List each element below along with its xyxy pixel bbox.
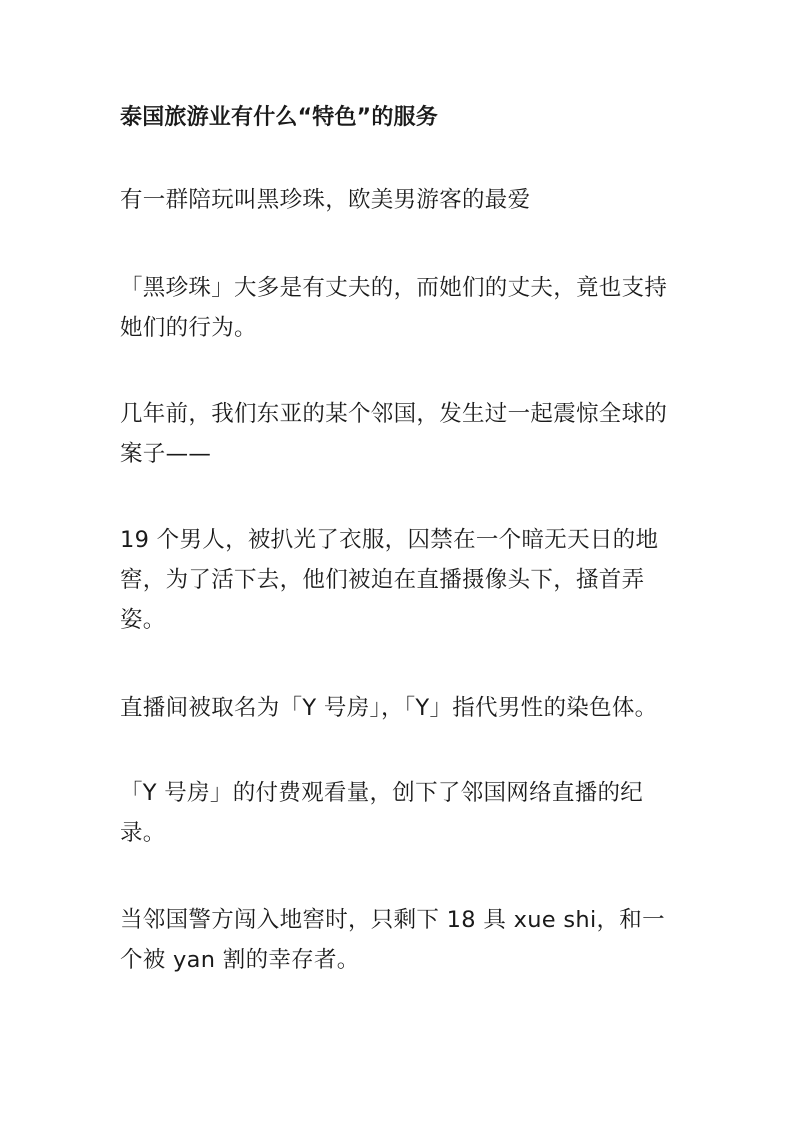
- paragraph-1: 有一群陪玩叫黑珍珠，欧美男游客的最爱: [120, 187, 531, 213]
- paragraph-4: 19 个男人，被扒光了衣服，囚禁在一个暗无天日的地窖，为了活下去，他们被迫在直播摄像头下，搔首弄姿。: [120, 527, 659, 633]
- paragraph-7: 当邻国警方闯入地窖时，只剩下 18 具 xue shi，和一个被 yan 割的幸存者。: [120, 907, 665, 973]
- paragraph-2: 「黑珍珠」大多是有丈夫的，而她们的丈夫，竟也支持她们的行为。: [120, 275, 668, 341]
- paragraph-3: 几年前，我们东亚的某个邻国，发生过一起震惊全球的案子——: [120, 401, 668, 467]
- paragraph-5: 直播间被取名为「Y 号房」，「Y」指代男性的染色体。: [120, 695, 658, 721]
- article-title: 泰国旅游业有什么“特色”的服务: [120, 105, 438, 130]
- paragraph-6: 「Y 号房」的付费观看量，创下了邻国网络直播的纪录。: [120, 780, 644, 846]
